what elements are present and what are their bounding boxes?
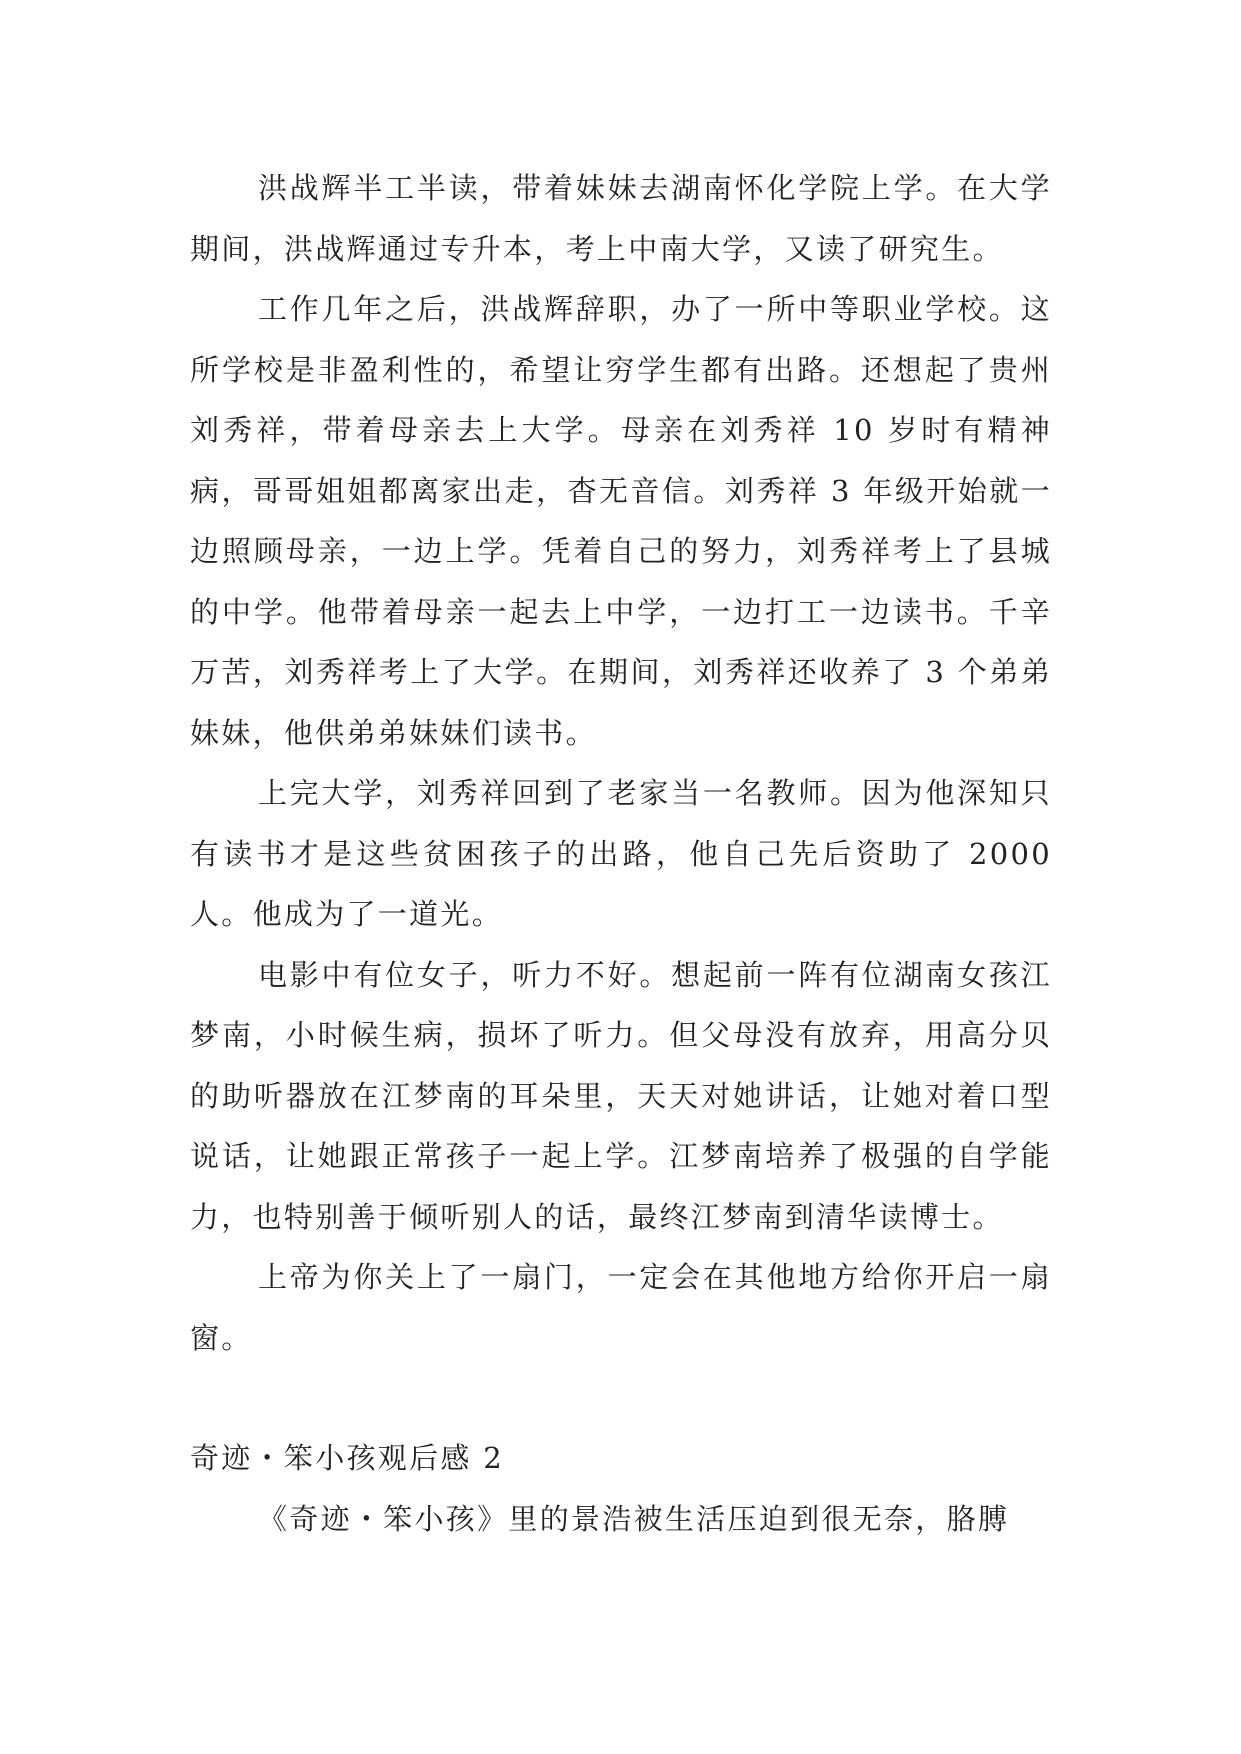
paragraph-closing-remark: 上帝为你关上了一扇门，一定会在其他地方给你开启一扇窗。 (190, 1260, 1052, 1355)
section-spacer (190, 1368, 1052, 1428)
document-body (190, 158, 1052, 1549)
paragraph-hong-zhanhui-study: 洪战辉半工半读，带着妹妹去湖南怀化学院上学。在大学期间，洪战辉通过专升本，考上中南大学，又读了研究生。 (190, 171, 1052, 266)
paragraph-jiang-mengnan-story: 电影中有位女子，听力不好。想起前一阵有位湖南女孩江梦南，小时候生病，损坏了听力。但父母没有放弃，用高分贝的助听器放在江梦南的耳朵里，天天对她讲话，让她对着口型说话，让她跟正常孩子一起上学。江梦南培养了极强的自学能力，也特别善于倾听别人的话，最终江梦南到清华读博士。 (190, 957, 1052, 1234)
section-title: 奇迹・笨小孩观后感 2 (190, 1441, 504, 1475)
paragraph-liu-xiuxiang-teacher: 上完大学，刘秀祥回到了老家当一名教师。因为他深知只有读书才是这些贫困孩子的出路，他自己先后资助了 2000 人。他成为了一道光。 (190, 776, 1052, 931)
paragraph-liu-xiuxiang-story: 工作几年之后，洪战辉辞职，办了一所中等职业学校。这所学校是非盈利性的，希望让穷学生都有出路。还想起了贵州刘秀祥，带着母亲去上大学。母亲在刘秀祥 10 岁时有精神病，哥哥姐姐都离家出走，杳无音信。刘秀祥 3 年级开始就一边照顾母亲，一边上学。凭着自己的努力，刘秀祥考上了县城的中学。他带着母亲一起去上中学，一边打工一边读书。千辛万苦，刘秀祥考上了大学。在期间，刘秀祥还收养了 3 个弟弟妹妹，他供弟弟妹妹们读书。 (190, 292, 1052, 750)
paragraph-section-2-intro: 《奇迹・笨小孩》里的景浩被生活压迫到很无奈，胳膊 (258, 1501, 1010, 1536)
